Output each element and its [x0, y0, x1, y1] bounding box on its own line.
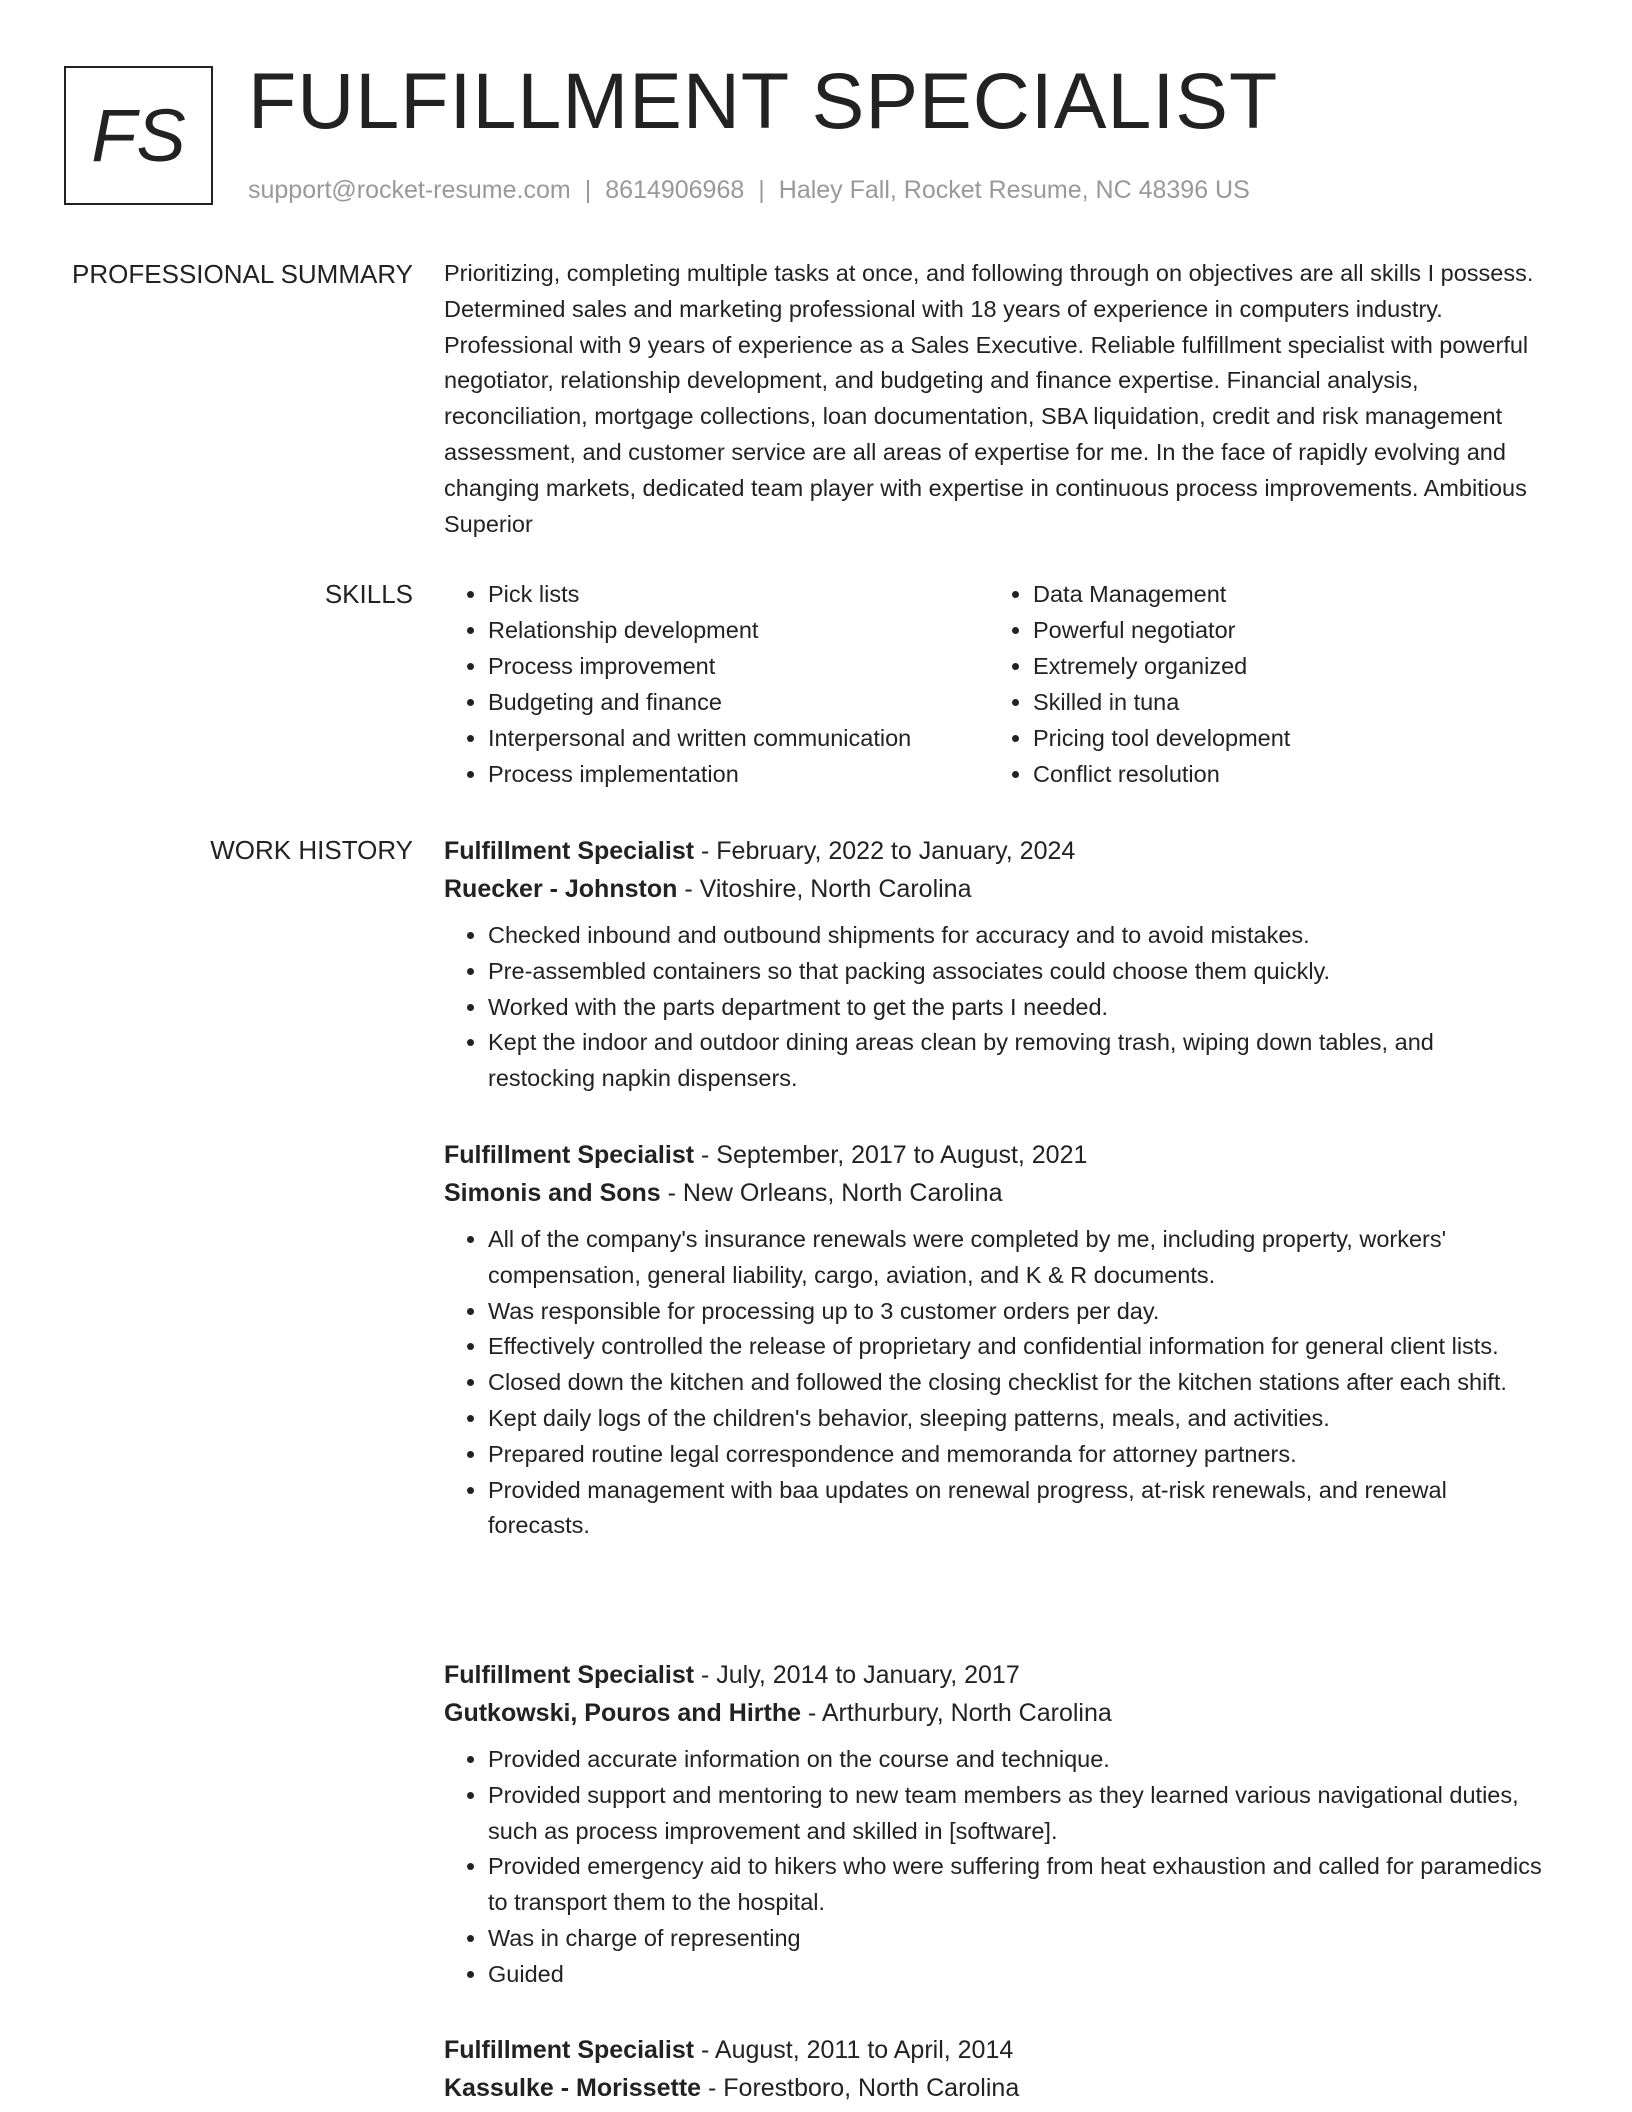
- job-title-line: [444, 1656, 1544, 1694]
- job-location: - Vitoshire, North Carolina: [677, 875, 972, 903]
- skill-item: • Pricing tool development: [1033, 720, 1553, 756]
- job-bullet: • Checked inbound and outbound shipments for accuracy and to avoid mistakes.: [488, 918, 1544, 954]
- job-bullet: • Pre-assembled containers so that packing associates could choose them quickly.: [488, 954, 1544, 990]
- job-bullet: • Guided: [488, 1957, 1544, 1993]
- contact-separator: |: [584, 176, 592, 204]
- skill-item: • Conflict resolution: [1033, 756, 1553, 792]
- job-entry: [444, 1136, 1544, 1544]
- job-entry: [444, 832, 1544, 1097]
- job-bullet: • Effectively controlled the release of proprietary and confidential information for general client lists.: [488, 1329, 1544, 1365]
- monogram-box: [64, 66, 213, 205]
- job-bullet: • Provided support and mentoring to new team members as they learned various navigational duties, such as process improvement and skilled in [software].: [488, 1778, 1544, 1850]
- skills-list-right: [989, 576, 1553, 792]
- job-title: Fulfillment Specialist: [444, 1661, 695, 1689]
- contact-line: [248, 174, 1250, 206]
- job-dates: - September, 2017 to August, 2021: [694, 1141, 1088, 1169]
- job-bullet: • Closed down the kitchen and followed the closing checklist for the kitchen stations after each shift.: [488, 1365, 1544, 1401]
- job-bullets: [444, 918, 1544, 1097]
- skill-item: • Process improvement: [488, 648, 1008, 684]
- summary-heading: PROFESSIONAL SUMMARY: [72, 259, 413, 289]
- job-bullet: • Prepared routine legal correspondence and memoranda for attorney partners.: [488, 1437, 1544, 1473]
- job-bullet: • Kept daily logs of the children's behavior, sleeping patterns, meals, and activities.: [488, 1401, 1544, 1437]
- job-bullet: • Provided management with baa updates on renewal progress, at-risk renewals, and renewal forecasts.: [488, 1473, 1544, 1545]
- job-company-line: [444, 870, 1544, 908]
- job-bullet: • Was in charge of representing: [488, 1921, 1544, 1957]
- job-bullets: [444, 1742, 1544, 1993]
- skill-item: • Skilled in tuna: [1033, 684, 1553, 720]
- skill-item: • Data Management: [1033, 576, 1553, 612]
- job-title: Fulfillment Specialist: [444, 837, 695, 865]
- job-title-line: [444, 832, 1544, 870]
- job-company-line: [444, 2069, 1544, 2107]
- job-dates: - February, 2022 to January, 2024: [694, 837, 1076, 865]
- skills-heading: SKILLS: [324, 579, 413, 609]
- job-title: Fulfillment Specialist: [444, 1141, 695, 1169]
- job-bullet: • Worked with the parts department to get the parts I needed.: [488, 990, 1544, 1026]
- job-company: Ruecker - Johnston: [444, 875, 678, 903]
- summary-text: Prioritizing, completing multiple tasks at once, and following through on objectives are all skills I possess. Determined sales and marketing professional with 18 years of experience in computers industry. Professional with 9 years of experience as a Sales Executive. Reliable fulfillment specialist with powerful negotiator, relationship development, and budgeting and finance expertise. Financial analysis, reconciliation, mortgage collections, loan documentation, SBA liquidation, credit and risk management assessment, and customer service are all areas of expertise for me. In the face of rapidly evolving and changing markets, dedicated team player with expertise in continuous process improvements. Ambitious Superior: [444, 260, 1534, 537]
- job-dates: - July, 2014 to January, 2017: [694, 1661, 1020, 1689]
- job-title-line: [444, 2031, 1544, 2069]
- skills-list-left: [444, 576, 1008, 792]
- skill-item: • Pick lists: [488, 576, 1008, 612]
- job-company-line: [444, 1694, 1544, 1732]
- contact-address: Haley Fall, Rocket Resume, NC 48396 US: [778, 176, 1250, 204]
- contact-phone[interactable]: 8614906968: [605, 176, 745, 204]
- job-company: Gutkowski, Pouros and Hirthe: [444, 1699, 801, 1727]
- job-bullet: • Provided emergency aid to hikers who were suffering from heat exhaustion and called for paramedics to transport them to the hospital.: [488, 1849, 1544, 1921]
- skill-item: • Process implementation: [488, 756, 1008, 792]
- job-bullet: • Kept the indoor and outdoor dining areas clean by removing trash, wiping down tables, and restocking napkin dispensers.: [488, 1025, 1544, 1097]
- job-title-line: [444, 1136, 1544, 1174]
- monogram-initials: FS: [91, 94, 186, 177]
- job-location: - Arthurbury, North Carolina: [801, 1699, 1112, 1727]
- skill-item: • Interpersonal and written communication: [488, 720, 1008, 756]
- skill-item: • Extremely organized: [1033, 648, 1553, 684]
- job-dates: - August, 2011 to April, 2014: [694, 2036, 1014, 2064]
- page-title: FULFILLMENT SPECIALIST: [248, 56, 1279, 145]
- job-entry: [444, 1656, 1544, 1993]
- skill-item: • Budgeting and finance: [488, 684, 1008, 720]
- job-company: Simonis and Sons: [444, 1179, 661, 1207]
- job-company: Kassulke - Morissette: [444, 2074, 702, 2102]
- job-location: - Forestboro, North Carolina: [701, 2074, 1020, 2102]
- contact-separator: |: [758, 176, 765, 204]
- job-bullets: [444, 1222, 1544, 1544]
- skill-item: • Powerful negotiator: [1033, 612, 1553, 648]
- summary-body: [444, 256, 1544, 542]
- work-history-heading: WORK HISTORY: [210, 835, 413, 865]
- job-title: Fulfillment Specialist: [444, 2036, 695, 2064]
- job-entry: [444, 2031, 1544, 2107]
- skill-item: • Relationship development: [488, 612, 1008, 648]
- job-bullet: • Was responsible for processing up to 3 customer orders per day.: [488, 1294, 1544, 1330]
- contact-email[interactable]: support@rocket-resume.com: [248, 176, 571, 204]
- job-bullet: • All of the company's insurance renewals were completed by me, including property, workers' compensation, general liability, cargo, aviation, and K & R documents.: [488, 1222, 1544, 1294]
- job-location: - New Orleans, North Carolina: [660, 1179, 1003, 1207]
- job-bullet: • Provided accurate information on the course and technique.: [488, 1742, 1544, 1778]
- job-company-line: [444, 1174, 1544, 1212]
